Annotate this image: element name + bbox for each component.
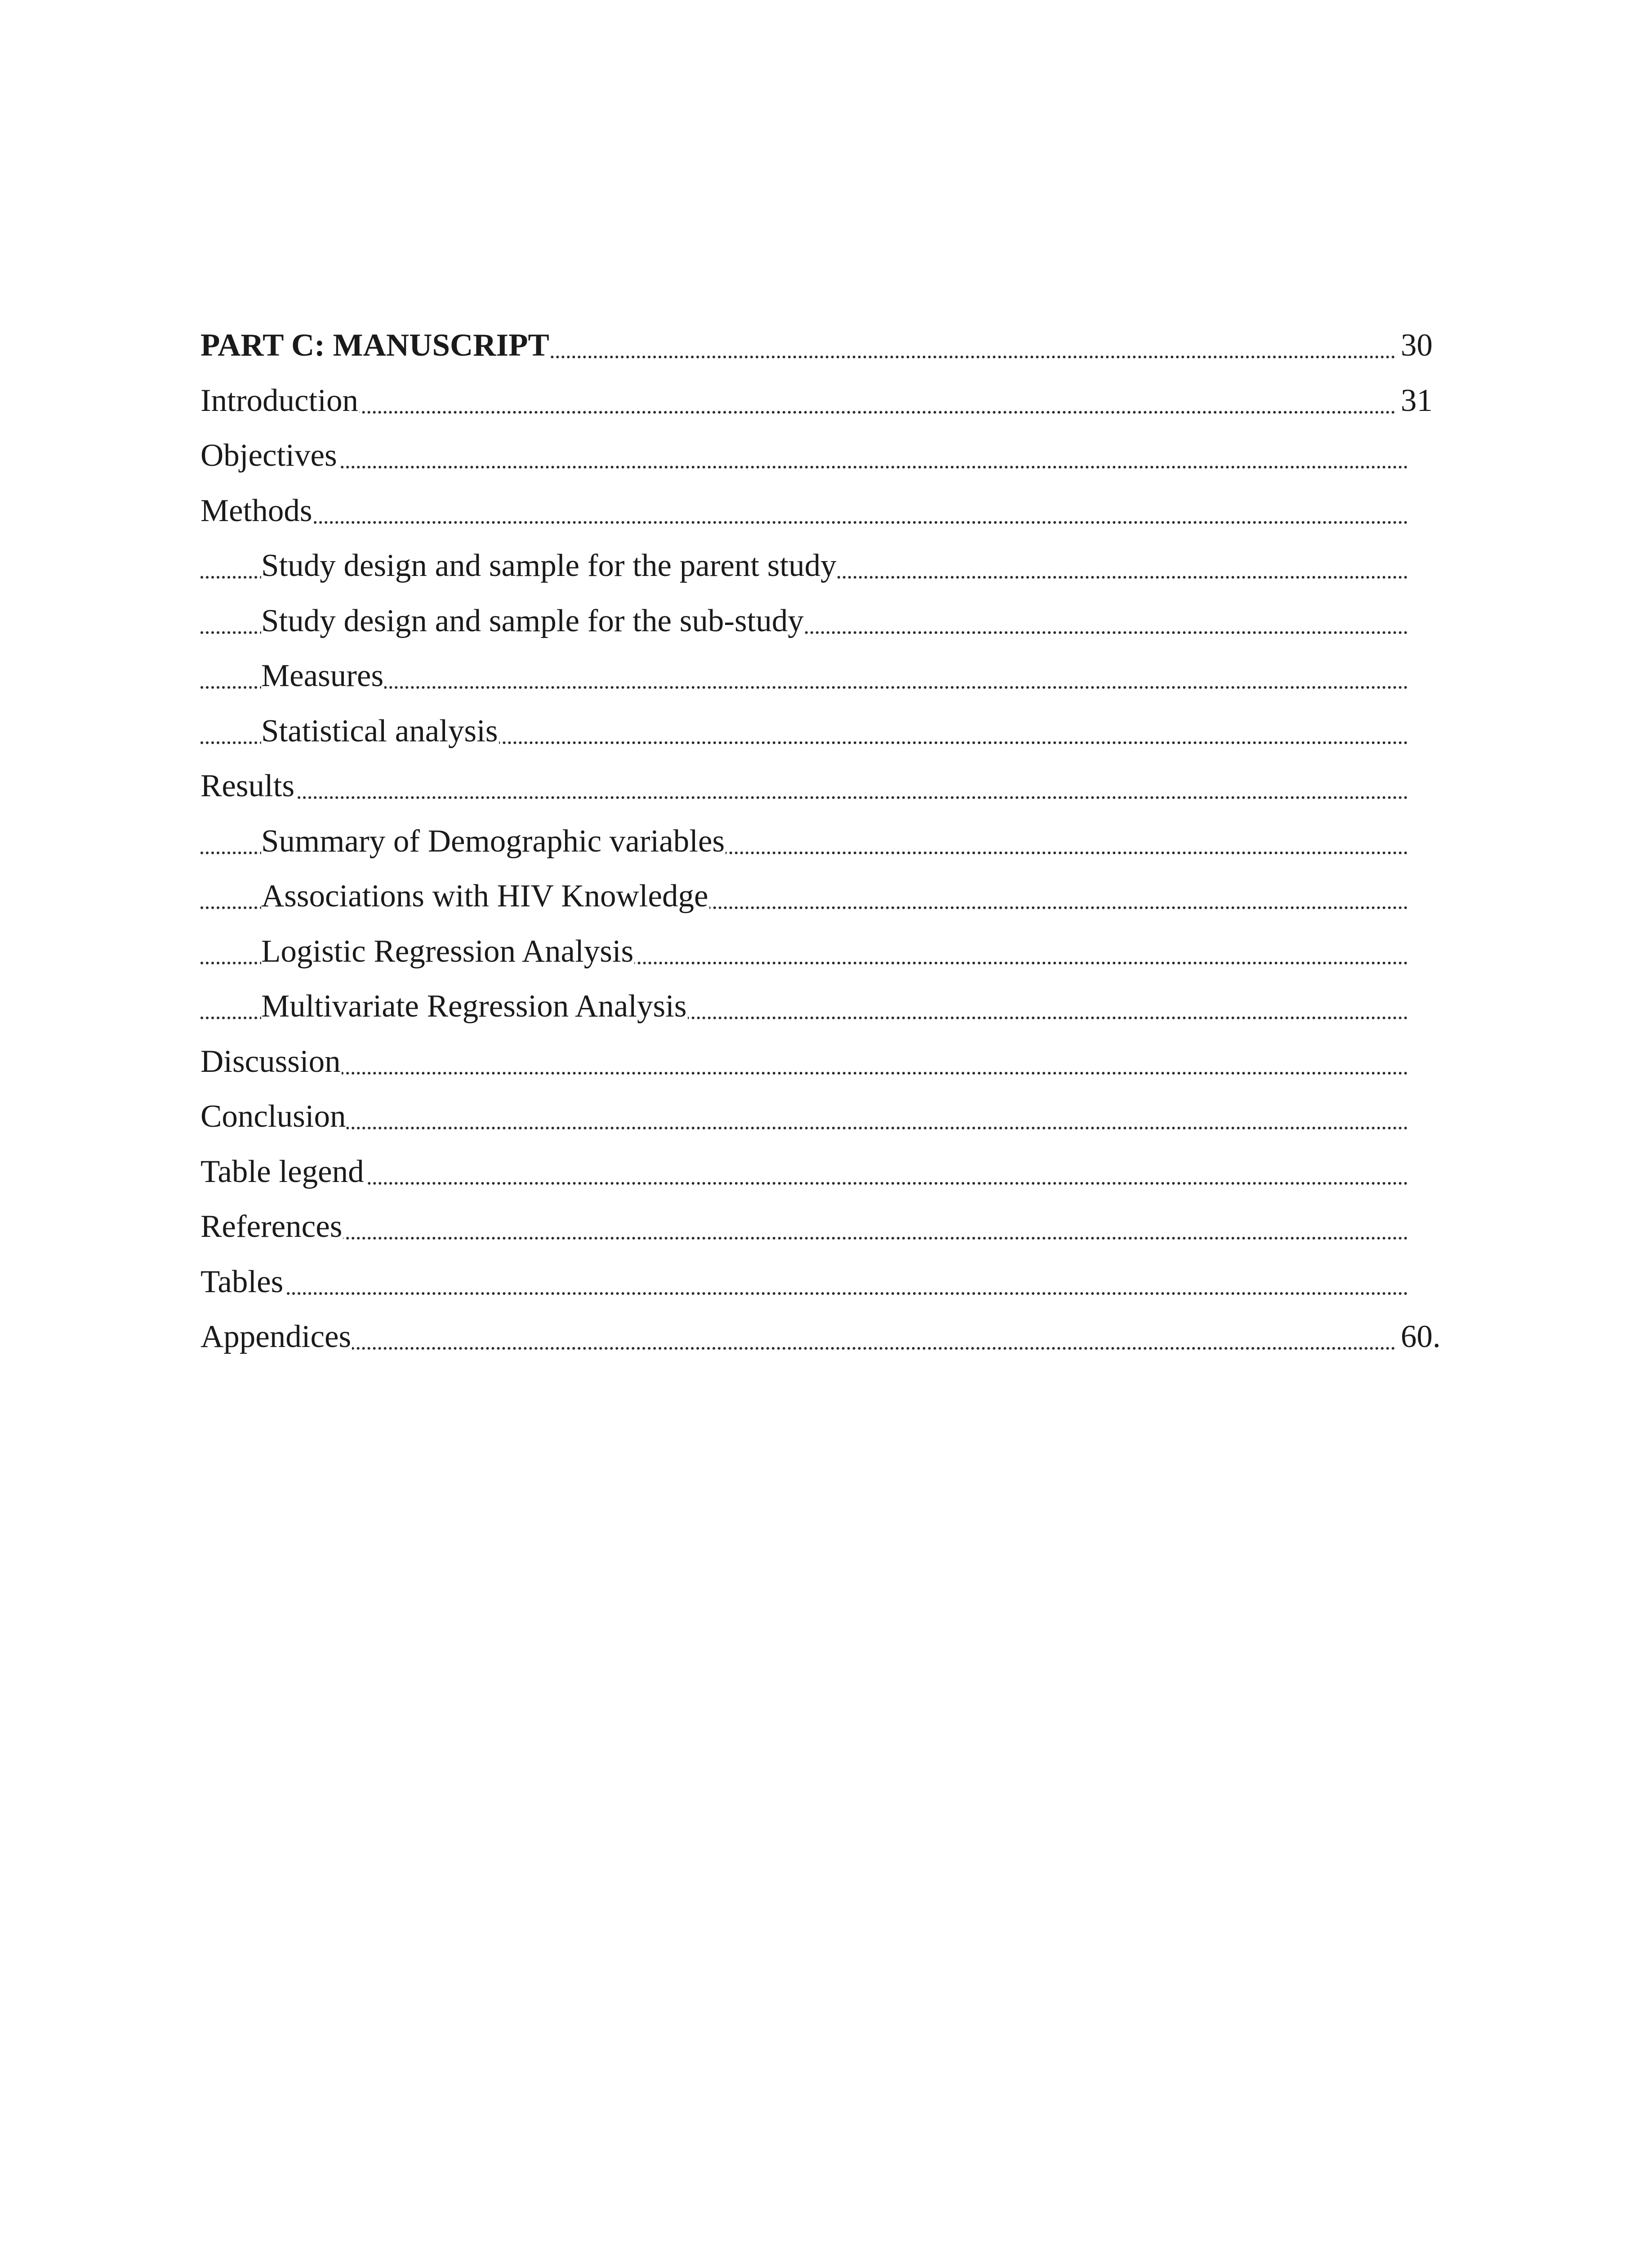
- toc-entry-study-design-sub[interactable]: [200, 593, 1432, 649]
- toc-entry-objectives[interactable]: [200, 428, 1432, 483]
- toc-entry-introduction[interactable]: [200, 373, 1432, 428]
- toc-entry-tables[interactable]: [200, 1254, 1432, 1310]
- toc-entry-label: Multivariate Regression Analysis: [261, 979, 688, 1034]
- toc-entry-demographic-summary[interactable]: [200, 814, 1432, 869]
- toc-entry-label: Logistic Regression Analysis: [261, 924, 634, 979]
- toc-page-number: 31: [1400, 373, 1433, 428]
- toc-entry-label: Measures: [261, 648, 384, 704]
- toc-dot-leader: [200, 1072, 1408, 1075]
- toc-entry-label: Methods: [200, 483, 313, 539]
- toc-entry-label: Appendices: [200, 1309, 352, 1365]
- toc-dot-leader: [200, 411, 1395, 414]
- toc-dot-leader: [200, 466, 1408, 468]
- toc-entry-study-design-parent[interactable]: [200, 538, 1432, 593]
- toc-entry-logistic-regression[interactable]: [200, 924, 1432, 979]
- toc-entry-appendices[interactable]: [200, 1309, 1441, 1365]
- toc-dot-leader: [200, 796, 1408, 799]
- toc-entry-label: References: [200, 1199, 343, 1254]
- toc-entry-label: Introduction: [200, 373, 359, 428]
- toc-page-number: 60.: [1400, 1309, 1441, 1365]
- toc-page-number: 30: [1400, 318, 1433, 373]
- toc-dot-leader: [200, 521, 1408, 524]
- toc-entry-statistical-analysis[interactable]: [200, 704, 1432, 759]
- toc-entry-label: Discussion: [200, 1034, 342, 1089]
- toc-entry-label: Tables: [200, 1254, 284, 1310]
- toc-dot-leader: [200, 1182, 1408, 1185]
- toc-entry-part-c-manuscript[interactable]: [200, 318, 1432, 373]
- toc-entry-multivariate-regression[interactable]: [200, 979, 1432, 1034]
- toc-entry-label: Study design and sample for the sub-study: [261, 593, 805, 649]
- toc-dot-leader: [200, 1237, 1408, 1240]
- toc-dot-leader: [200, 1347, 1395, 1350]
- toc-entry-label: Table legend: [200, 1144, 365, 1200]
- toc-entry-table-legend[interactable]: [200, 1144, 1432, 1200]
- toc-entry-methods[interactable]: [200, 483, 1432, 539]
- toc-entry-discussion[interactable]: [200, 1034, 1432, 1089]
- toc-entry-label: Results: [200, 758, 295, 814]
- toc-entry-label: Summary of Demographic variables: [261, 814, 726, 869]
- toc-entry-label: Objectives: [200, 428, 338, 483]
- toc-entry-label: PART C: MANUSCRIPT: [200, 318, 550, 373]
- toc-entry-hiv-knowledge[interactable]: [200, 869, 1432, 924]
- toc-dot-leader: [200, 1127, 1408, 1129]
- table-of-contents: [200, 318, 1441, 1365]
- toc-entry-label: Study design and sample for the parent study: [261, 538, 837, 593]
- toc-entry-measures[interactable]: [200, 648, 1432, 704]
- toc-entry-label: Statistical analysis: [261, 704, 499, 759]
- toc-entry-label: Associations with HIV Knowledge: [261, 869, 709, 924]
- toc-entry-label: Conclusion: [200, 1089, 347, 1144]
- toc-entry-results[interactable]: [200, 758, 1432, 814]
- toc-dot-leader: [200, 1292, 1408, 1295]
- toc-entry-references[interactable]: [200, 1199, 1432, 1254]
- toc-entry-conclusion[interactable]: [200, 1089, 1432, 1144]
